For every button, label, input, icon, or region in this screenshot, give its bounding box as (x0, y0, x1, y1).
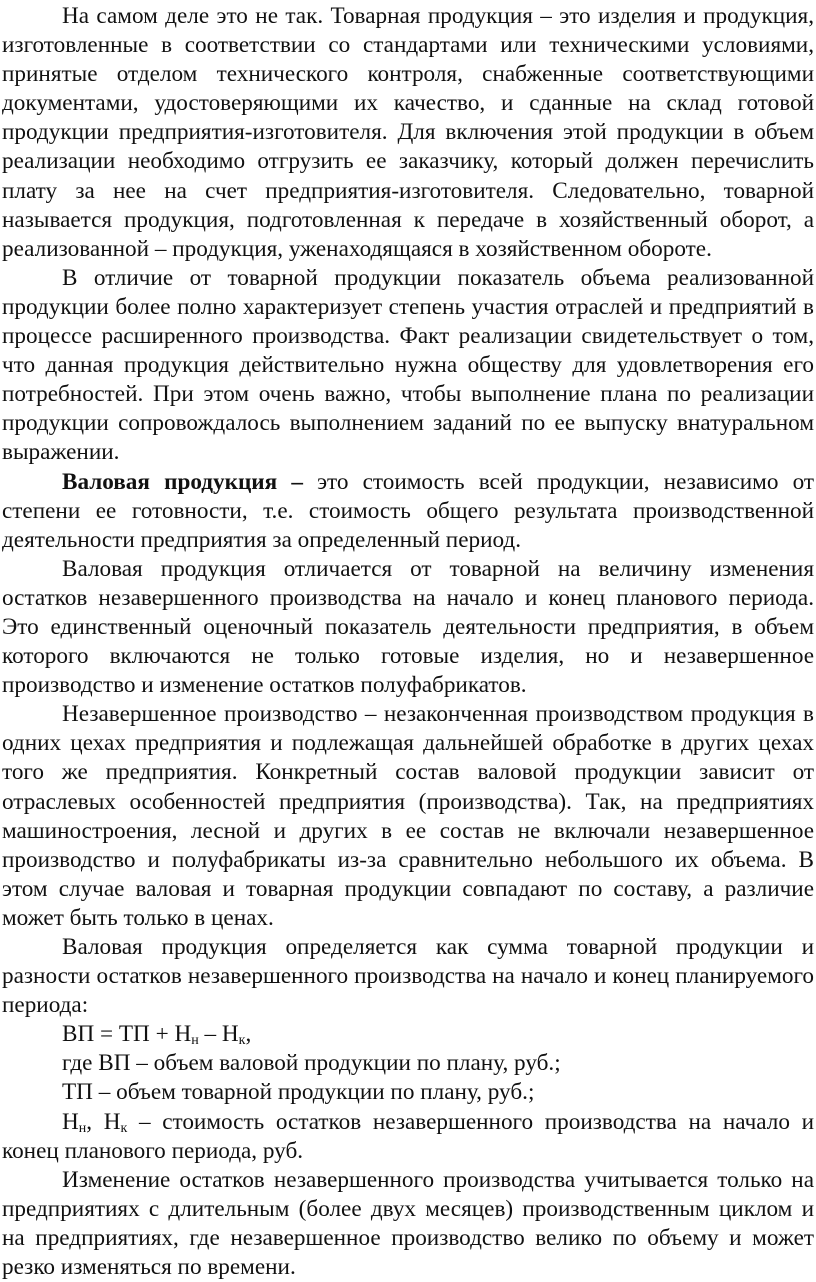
legend-h: Н (62, 1108, 79, 1135)
legend-subscript-k: к (120, 1120, 128, 1136)
paragraph-commodity-products: На самом деле это не так. Товарная продукция – это изделия и продукция, изготовленные в соответствии со стандартами или техническими условиями, принятые отделом технического контроля, снабженные соответствующими документами, удостоверяющими их качество, и сданные на склад готовой продукции предприятия-изготовителя. Для включения этой продукции в объем реализации необходимо отгрузить ее заказчику, который должен перечислить плату за нее на счет предприятия-изготовителя. Следовательно, товарной называется продукция, подготовленная к передаче в хозяйственный оборот, а реализованной – продукция, уженаходящаяся в хозяйственном обороте. (2, 3, 814, 262)
paragraph-gross-vs-commodity: Валовая продукция отличается от товарной на величину изменения остатков незавершенного производства на начало и конец планового периода. Это единственный оценочный показатель деятельности предприятия, в объем которого включаются не только готовые изделия, но и незавершенное производство и изменение остатков полуфабрикатов. (2, 555, 814, 699)
legend-tp: ТП – объем товарной продукции по плану, руб.; (62, 1079, 535, 1106)
formula-lhs: ВП = ТП + Н (62, 1021, 192, 1048)
legend-h-rest: – стоимость остатков незавершенного производства на начало и конец планового периода, руб. (2, 1108, 814, 1164)
legend-h-sep: , Н (86, 1108, 121, 1135)
formula-subscript-k: к (238, 1033, 246, 1049)
paragraph-wip-change: Изменение остатков незавершенного производства учитывается только на предприятиях с длительным (более двух месяцев) производственным циклом и на предприятиях, где незавершенное производство велико по объему и может резко изменяться по времени. (2, 1166, 814, 1281)
formula-end: , (245, 1021, 252, 1048)
definition-text: это стоимость всей продукции, независимо от степени ее готовности, т.е. стоимость общего результата производственной деятельности предприятия за определенный период. (2, 468, 814, 553)
legend-subscript-n: н (78, 1120, 87, 1136)
paragraph-work-in-progress: Незавершенное производство – незаконченная производством продукция в одних цехах предприятия и подлежащая дальнейшей обработке в других цехах того же предприятия. Конкретный состав валовой продукции зависит от отраслевых особенностей предприятия (производства). Так, на предприятиях машиностроения, лесной и других в ее состав не включали незавершенное производство и полуфабрикаты из-за сравнительно небольшого их объема. В этом случае валовая и товарная продукции совпадают по составу, а различие может быть только в ценах. (2, 701, 814, 931)
legend-vp: где ВП – объем валовой продукции по плану, руб.; (62, 1050, 561, 1077)
formula-gross-products (2, 1020, 814, 1049)
formula-subscript-n: н (191, 1033, 199, 1049)
paragraph-gross-calculation: Валовая продукция определяется как сумма товарной продукции и разности остатков незавершенного производства на начало и конец планируемого периода: (2, 934, 814, 1019)
paragraph-sold-products: В отличие от товарной продукции показатель объема реализованной продукции более полно характеризует степень участия отраслей и предприятий в процессе расширенного производства. Факт реализации свидетельствует о том, что данная продукция действительно нужна обществу для удовлетворения его потребностей. При этом очень важно, чтобы выполнение плана по реализации продукции сопровождалось выполнением заданий по ее выпуску внатуральном выражении. (2, 264, 814, 466)
formula-minus: – Н (198, 1021, 239, 1048)
paragraph-gross-products-definition (2, 468, 814, 555)
legend-wip-balances (2, 1108, 814, 1166)
term-gross-products: Валовая продукция – (62, 468, 303, 495)
